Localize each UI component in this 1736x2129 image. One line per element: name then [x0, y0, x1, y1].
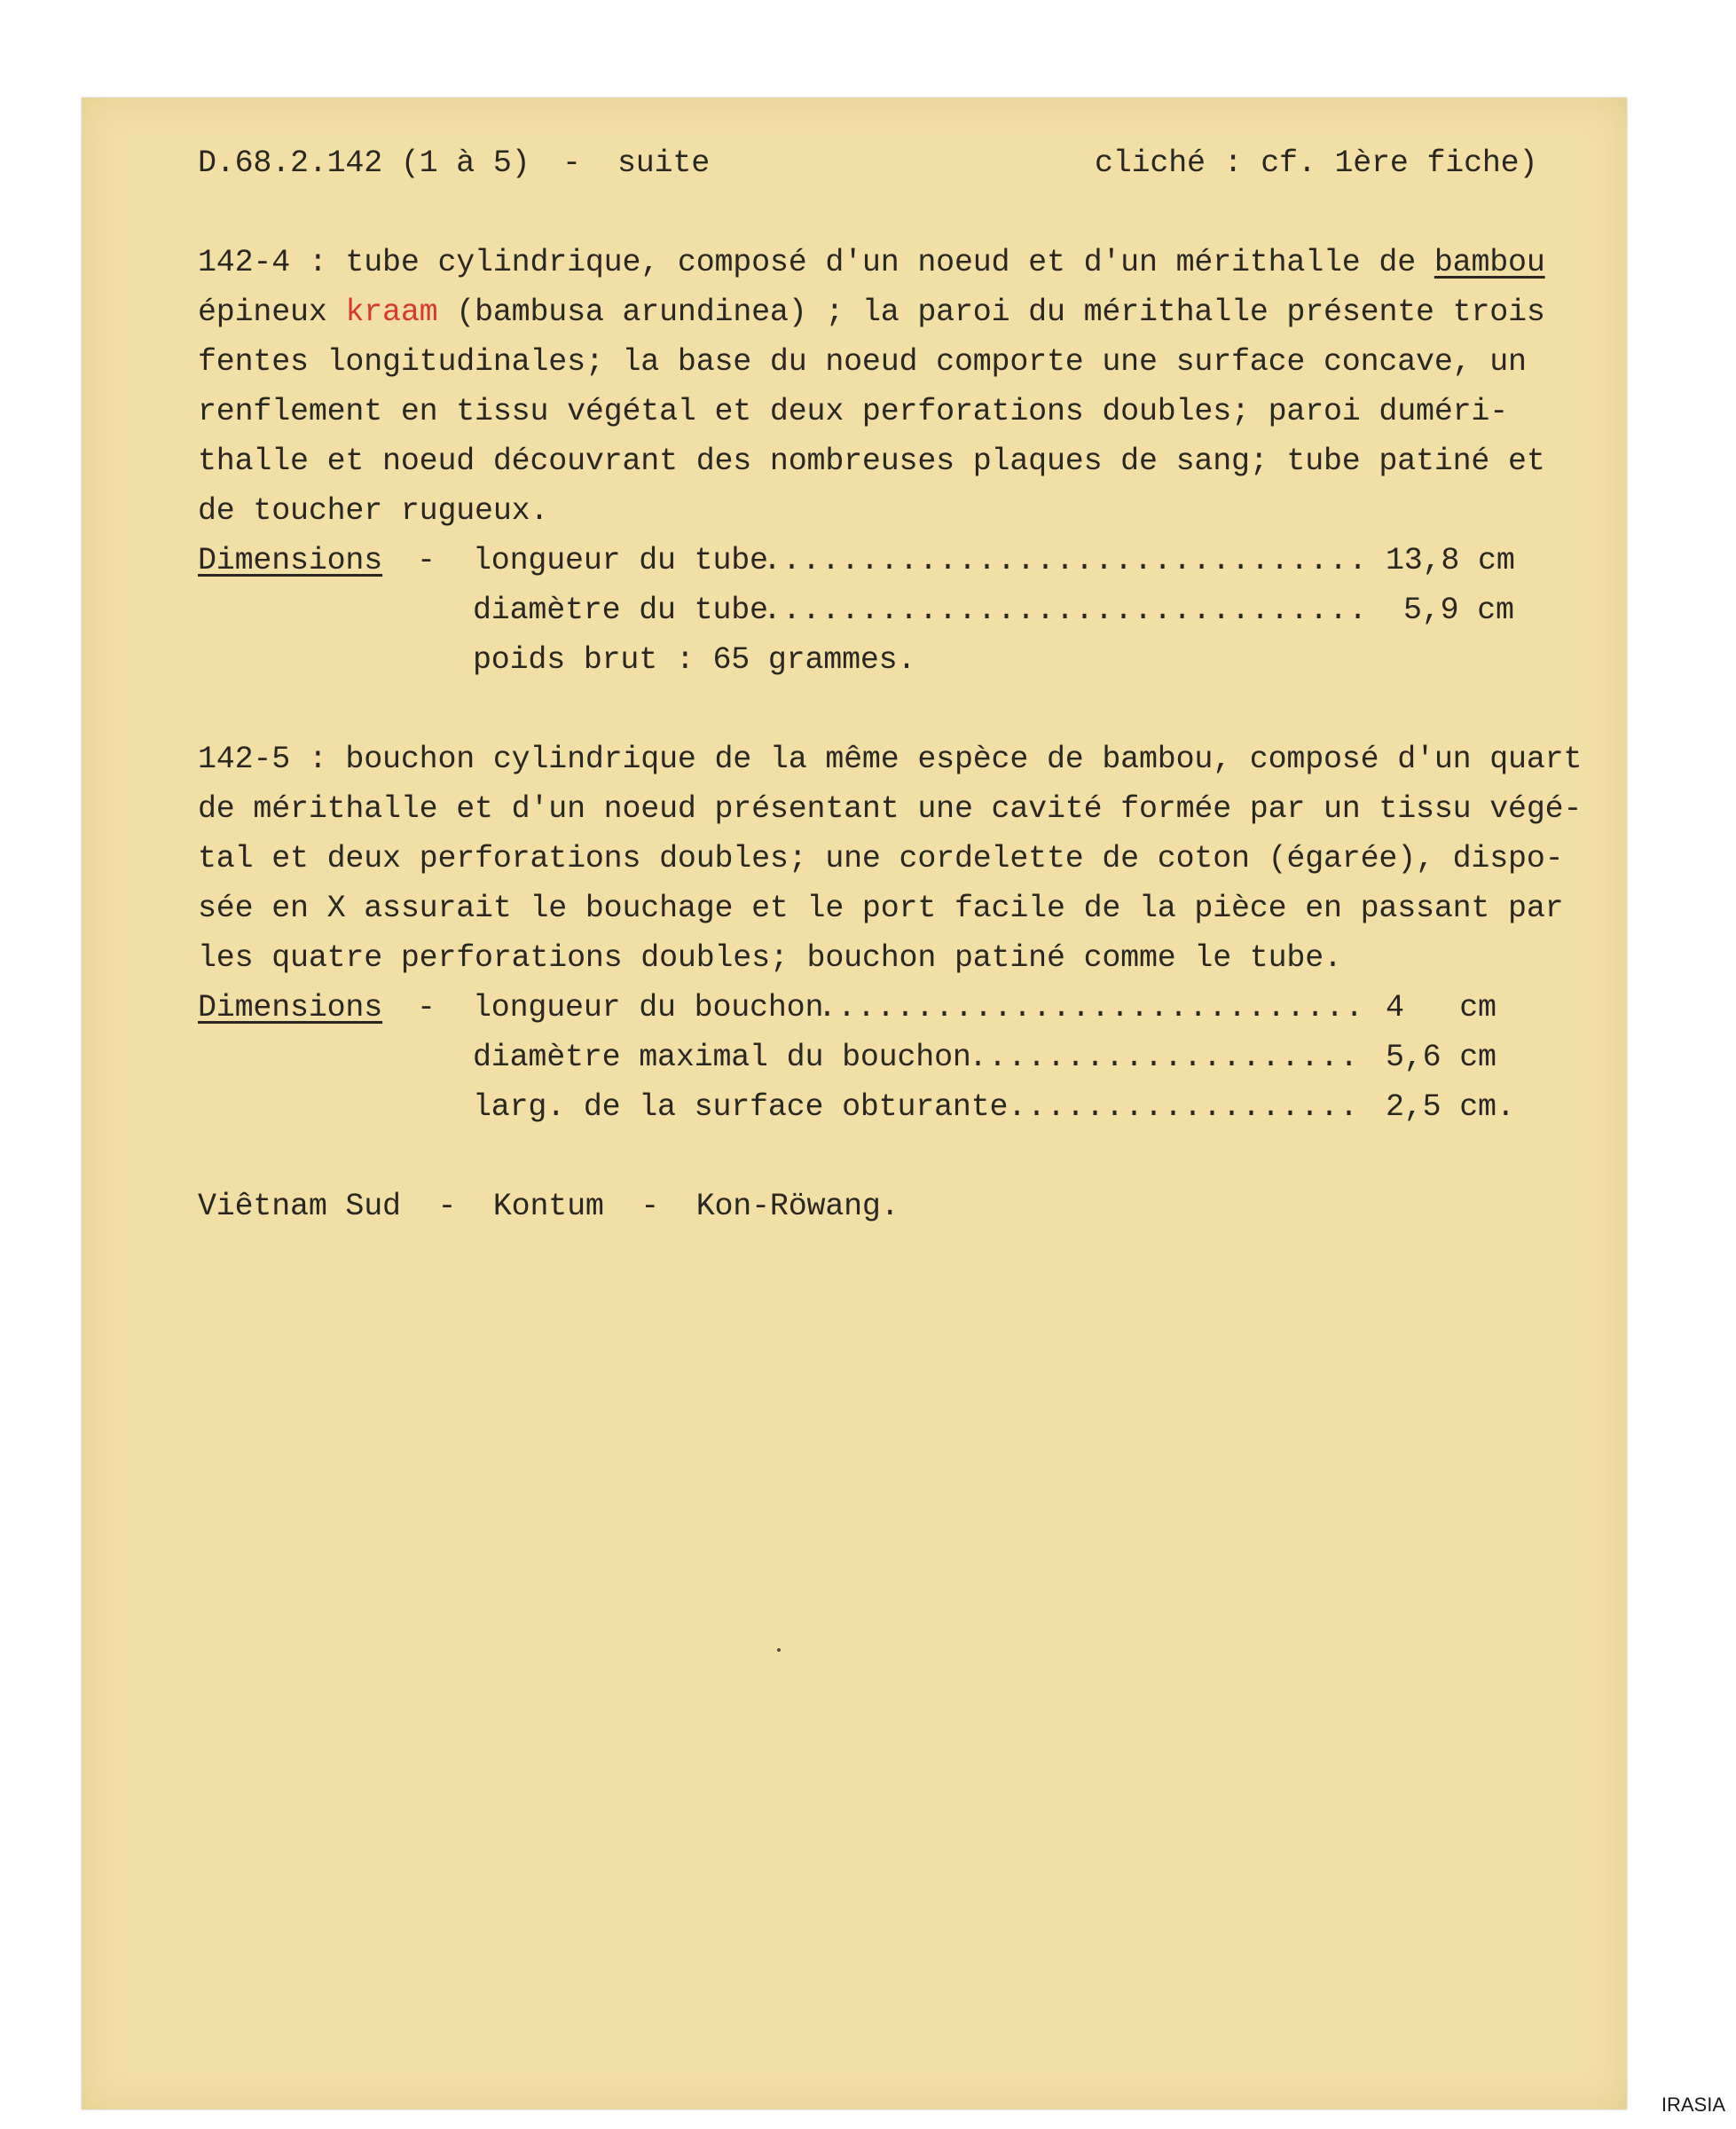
item5-dimensions-label: Dimensions: [198, 990, 383, 1025]
item5-dim-diameter-label: diamètre maximal du bouchon: [473, 1040, 971, 1075]
item4-dimensions-label: Dimensions: [198, 543, 383, 578]
item5-dim-diameter-dots: ....................: [969, 1040, 1360, 1075]
item4-dim-length-value: 13,8 cm: [1386, 543, 1515, 578]
item5-dim-length-value: 4 cm: [1386, 990, 1496, 1025]
kraam-red-annotation: kraam: [345, 295, 438, 330]
reference-number: D.68.2.142 (1 à 5): [198, 145, 530, 181]
item4-dimensions-dash: -: [417, 543, 436, 578]
item5-dim-length-label: longueur du bouchon: [473, 990, 824, 1025]
item4-line-3: fentes longitudinales; la base du noeud comporte une surface concave, un: [198, 344, 1527, 380]
item5-dim-surface-value: 2,5 cm.: [1386, 1089, 1515, 1125]
item5-line-4: sée en X assurait le bouchage et le port facile de la pièce en passant par: [198, 891, 1564, 926]
item5-line-2: de mérithalle et d'un noeud présentant une cavité formée par un tissu végé-: [198, 791, 1583, 827]
location-line: Viêtnam Sud - Kontum - Kon-Röwang.: [198, 1189, 899, 1224]
item5-dim-diameter-value: 5,6 cm: [1386, 1040, 1496, 1075]
item4-dim-diameter-dots: ...............................: [763, 593, 1369, 628]
header-suite: suite: [617, 145, 711, 181]
item4-dim-weight: poids brut : 65 grammes.: [473, 642, 916, 678]
item4-line-2: épineux kraam (bambusa arundinea) ; la paroi du mérithalle présente trois: [198, 295, 1545, 330]
item4-line-1: 142-4 : tube cylindrique, composé d'un noeud et d'un mérithalle de bambou: [198, 245, 1545, 280]
item4-dim-diameter-value: 5,9 cm: [1403, 593, 1514, 628]
item5-line-5: les quatre perforations doubles; bouchon patiné comme le tube.: [198, 940, 1342, 976]
item5-line-3: tal et deux perforations doubles; une cordelette de coton (égarée), dispo-: [198, 841, 1564, 876]
item5-dim-surface-label: larg. de la surface obturante: [473, 1089, 1009, 1125]
item5-dim-length-dots: ............................: [818, 990, 1365, 1025]
paper-speck: [777, 1648, 781, 1652]
item4-line-4: renflement en tissu végétal et deux perforations doubles; paroi duméri-: [198, 394, 1509, 429]
header-cliche: cliché : cf. 1ère fiche): [1095, 145, 1538, 181]
item4-dim-length-dots: ...............................: [763, 543, 1369, 578]
item5-line-1: 142-5 : bouchon cylindrique de la même espèce de bambou, composé d'un quart: [198, 742, 1583, 777]
header-dash: -: [562, 145, 581, 181]
bambou-underlined: bambou: [1434, 245, 1545, 280]
item4-line-5: thalle et noeud découvrant des nombreuses plaques de sang; tube patiné et: [198, 444, 1545, 479]
item5-dimensions-dash: -: [417, 990, 436, 1025]
document-sheet: [82, 98, 1627, 2109]
item4-dim-length-label: longueur du tube: [473, 543, 768, 578]
item4-dim-diameter-label: diamètre du tube: [473, 593, 768, 628]
item4-line-6: de toucher rugueux.: [198, 493, 549, 529]
item5-dim-surface-dots: ..................: [1008, 1089, 1360, 1125]
archive-watermark: IRASIA: [1661, 2094, 1725, 2116]
